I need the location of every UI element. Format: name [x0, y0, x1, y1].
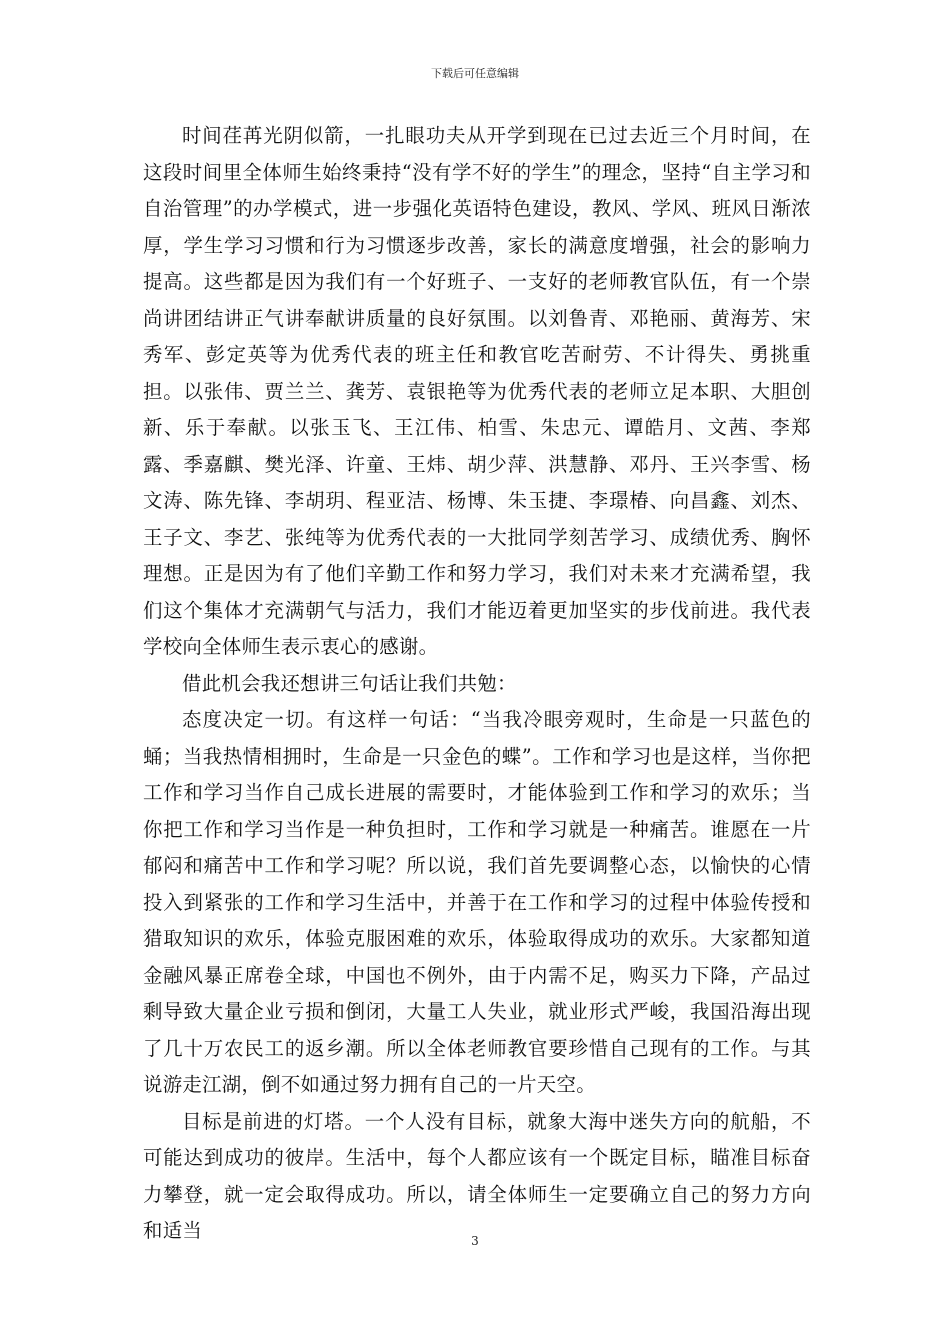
document-body [143, 118, 811, 1250]
paragraph-gratitude: 时间荏苒光阴似箭，一扎眼功夫从开学到现在已过去近三个月时间，在这段时间里全体师生始终秉持“没有学不好的学生”的理念，坚持“自主学习和自治管理”的办学模式，进一步强化英语特色建设，教风、学风、班风日渐浓厚，学生学习习惯和行为习惯逐步改善，家长的满意度增强，社会的影响力提高。这些都是因为我们有一个好班子、一支好的老师教官队伍，有一个崇尚讲团结讲正气讲奉献讲质量的良好氛围。以刘鲁青、邓艳丽、黄海芳、宋秀军、彭定英等为优秀代表的班主任和教官吃苦耐劳、不计得失、勇挑重担。以张伟、贾兰兰、龚芳、袁银艳等为优秀代表的老师立足本职、大胆创新、乐于奉献。以张玉飞、王江伟、柏雪、朱忠元、谭皓月、文茜、李郑露、季嘉麒、樊光泽、许童、王炜、胡少萍、洪慧静、邓丹、王兴李雪、杨文涛、陈先锋、李胡玥、程亚洁、杨博、朱玉捷、李璟椿、向昌鑫、刘杰、王子文、李艺、张纯等为优秀代表的一大批同学刻苦学习、成绩优秀、胸怀理想。正是因为有了他们辛勤工作和努力学习，我们对未来才充满希望，我们这个集体才充满朝气与活力，我们才能迈着更加坚实的步伐前进。我代表学校向全体师生表示衷心的感谢。 [143, 124, 811, 658]
paragraph-attitude: 态度决定一切。有这样一句话：“当我冷眼旁观时，生命是一只蓝色的蛹；当我热情相拥时，生命是一只金色的蝶”。工作和学习也是这样，当你把工作和学习当作自己成长进展的需要时，才能体验到工作和学习的欢乐；当你把工作和学习当作是一种负担时，工作和学习就是一种痛苦。谁愿在一片郁闷和痛苦中工作和学习呢？所以说，我们首先要调整心态，以愉快的心情投入到紧张的工作和学习生活中，并善于在工作和学习的过程中体验传授和猎取知识的欢乐，体验克服困难的欢乐，体验取得成功的欢乐。大家都知道金融风暴正席卷全球，中国也不例外，由于内需不足，购买力下降，产品过剩导致大量企业亏损和倒闭，大量工人失业，就业形式严峻，我国沿海出现了几十万农民工的返乡潮。所以全体老师教官要珍惜自己现有的工作。与其说游走江湖，倒不如通过努力拥有自己的一片天空。 [143, 708, 811, 1096]
page-header: 下载后可任意编辑 [431, 67, 519, 80]
page-number: 3 [471, 1234, 479, 1248]
paragraph-intro-three-points: 借此机会我还想讲三句话让我们共勉： [182, 671, 517, 695]
paragraph-goal: 目标是前进的灯塔。一个人没有目标，就象大海中迷失方向的航船，不可能达到成功的彼岸。生活中，每个人都应该有一个既定目标，瞄准目标奋力攀登，就一定会取得成功。所以，请全体师生一定要确立自己的努力方向和适当 [143, 1109, 811, 1242]
